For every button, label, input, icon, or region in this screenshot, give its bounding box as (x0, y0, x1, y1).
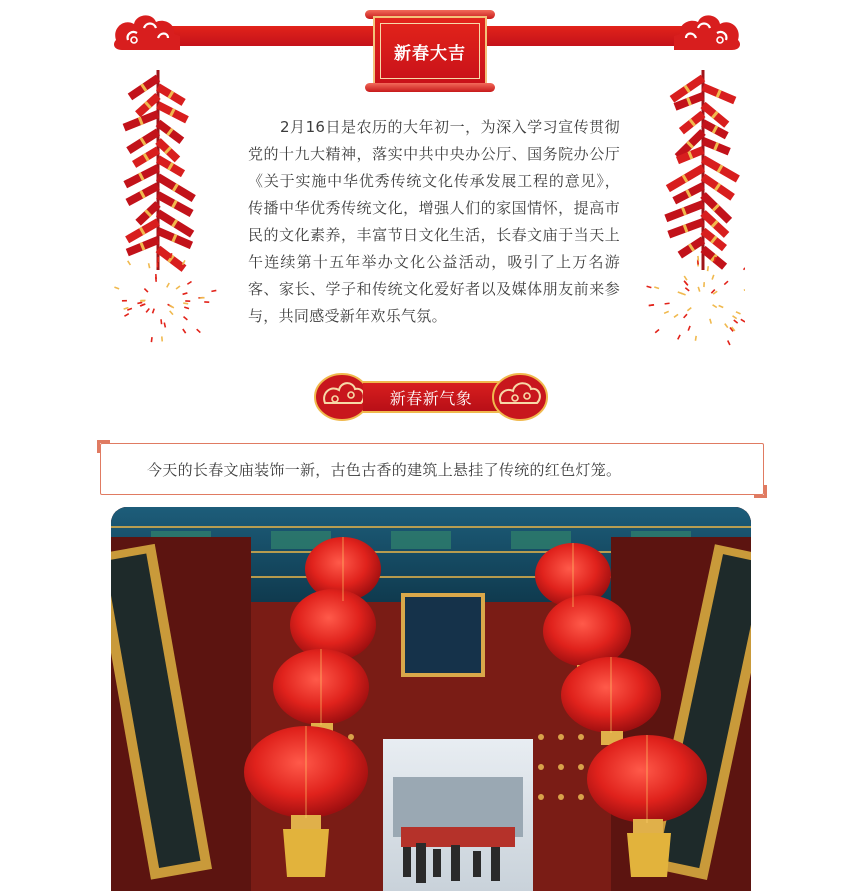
firecracker-left-icon (112, 70, 222, 355)
caption-box (100, 443, 764, 495)
section-title-bar (363, 381, 499, 413)
firecracker-right-icon (625, 70, 745, 355)
scroll-rod-bottom (365, 83, 495, 92)
banner-title: 新春大吉 (394, 43, 466, 64)
lanterns-photo-illustration (111, 507, 751, 891)
section-badge (313, 371, 549, 423)
banner-scroll (365, 10, 495, 92)
scroll-panel (373, 16, 487, 86)
intro-paragraph: 2月16日是农历的大年初一，为深入学习宣传贯彻党的十九大精神，落实中共中央办公厅、国务院办公厅《关于实施中华优秀传统文化传承发展工程的意见》，传播中华优秀传统文化，增强人们的家国情怀，提高市民的文化素养，丰富节日文化生活，长春文庙于当天上午连续第十五年举办文化公益活动，吸引了上万名游客、家长、学子和传统文化爱好者以及媒体朋友前来参与，共同感受新年欢乐气氛。 (248, 118, 620, 325)
lanterns-photo (111, 507, 751, 891)
caption-text: 今天的长春文庙装饰一新，古色古香的建筑上悬挂了传统的红色灯笼。 (147, 461, 622, 479)
cloud-medallion-right-icon (491, 371, 549, 423)
section-title: 新春新气象 (389, 388, 473, 408)
auspicious-cloud-left-icon (110, 10, 182, 58)
auspicious-cloud-right-icon (672, 10, 744, 58)
